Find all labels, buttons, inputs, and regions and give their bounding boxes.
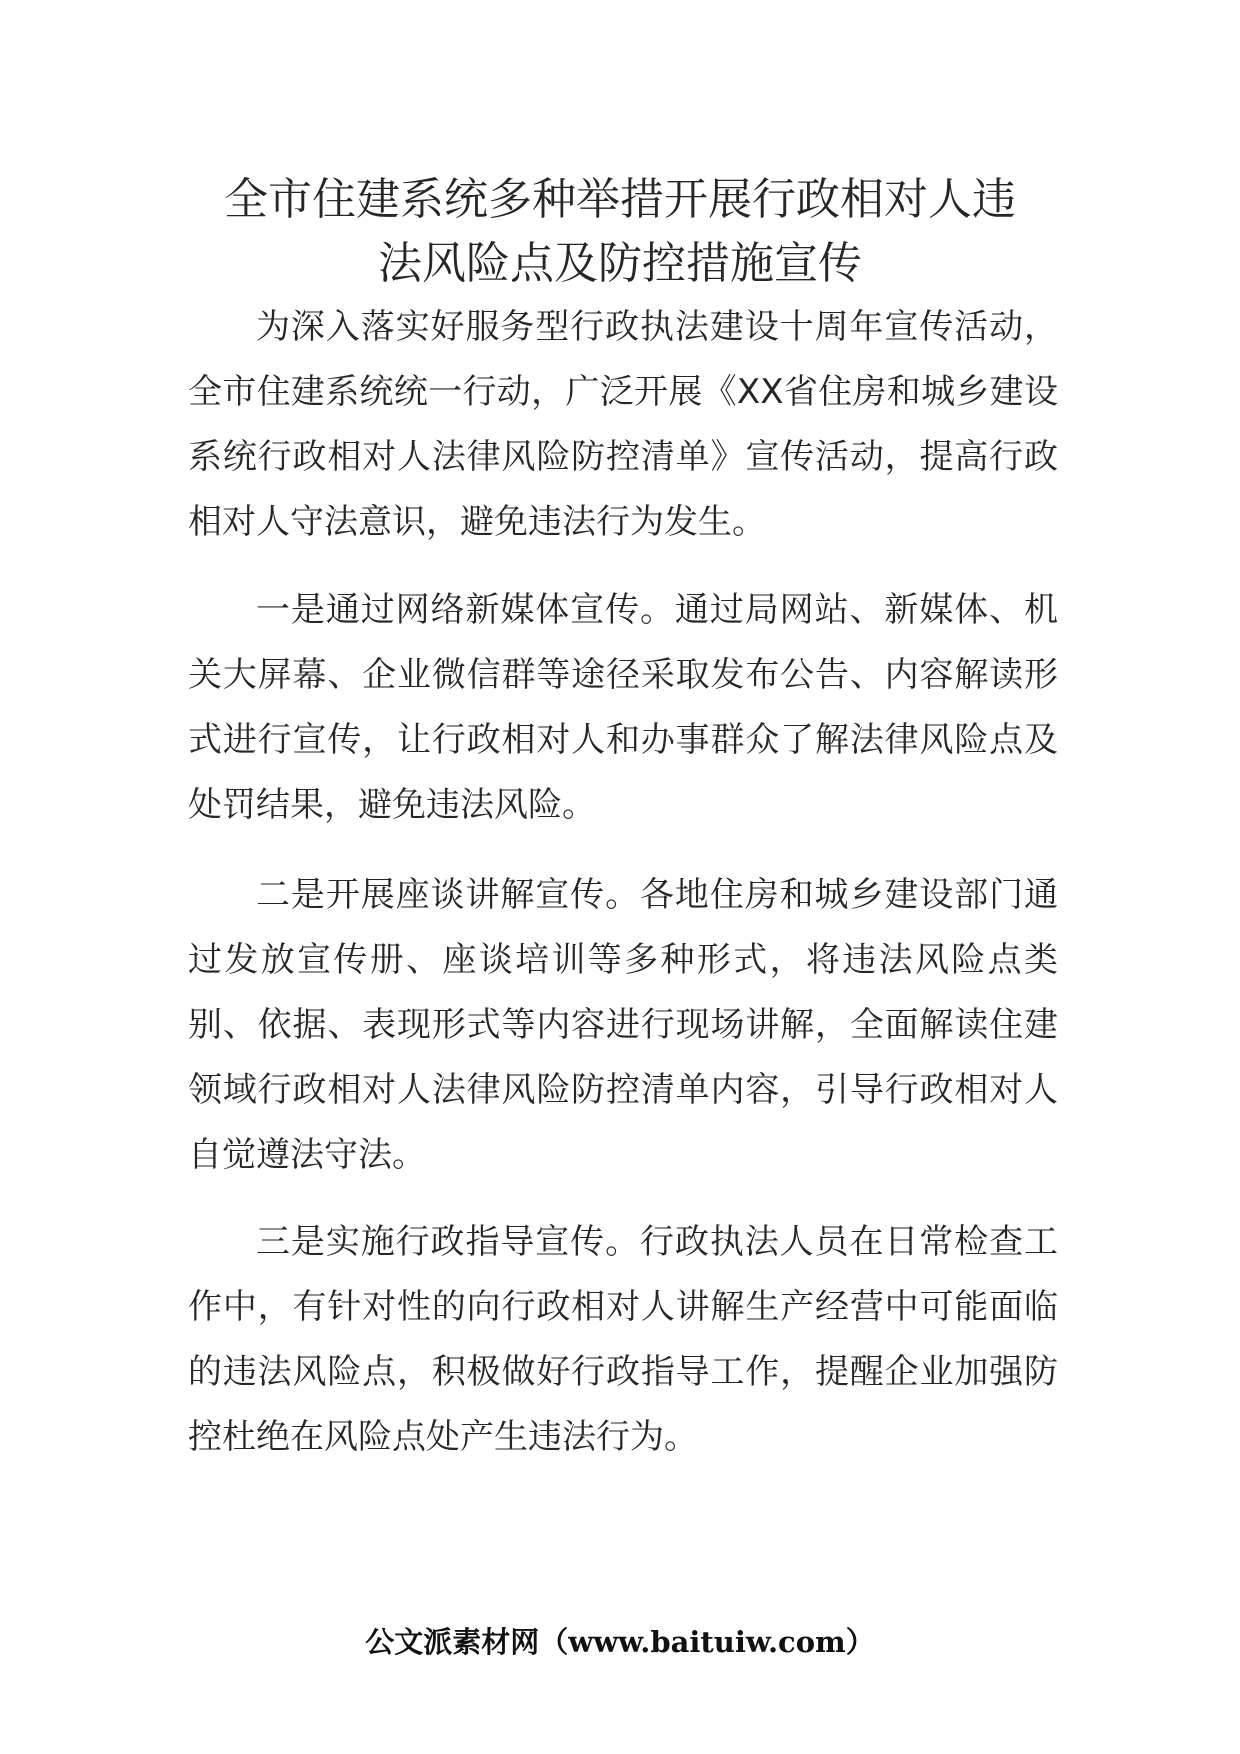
source-footer: 公文派素材网（www.baituiw.com） (365, 1625, 875, 1659)
document-title-line-1: 全市住建系统多种举措开展行政相对人违 (224, 174, 1016, 225)
measure-paragraph-2: 二是开展座谈讲解宣传。各地住房和城乡建设部门通过发放宣传册、座谈培训等多种形式，将违法风险点类别、依据、表现形式等内容进行现场讲解，全面解读住建领域行政相对人法律风险防控清单内容，引导行政相对人自觉遵法守法。 (188, 875, 1058, 1175)
intro-paragraph: 为深入落实好服务型行政执法建设十周年宣传活动，全市住建系统统一行动，广泛开展《XX省住房和城乡建设系统行政相对人法律风险防控清单》宣传活动，提高行政相对人守法意识，避免违法行为发生。 (188, 307, 1058, 542)
measure-paragraph-3: 三是实施行政指导宣传。行政执法人员在日常检查工作中，有针对性的向行政相对人讲解生产经营中可能面临的违法风险点，积极做好行政指导工作，提醒企业加强防控杜绝在风险点处产生违法行为。 (188, 1222, 1058, 1457)
measure-paragraph-1: 一是通过网络新媒体宣传。通过局网站、新媒体、机关大屏幕、企业微信群等途径采取发布公告、内容解读形式进行宣传，让行政相对人和办事群众了解法律风险点及处罚结果，避免违法风险。 (188, 590, 1058, 825)
document-title-line-2: 法风险点及防控措施宣传 (378, 238, 862, 289)
